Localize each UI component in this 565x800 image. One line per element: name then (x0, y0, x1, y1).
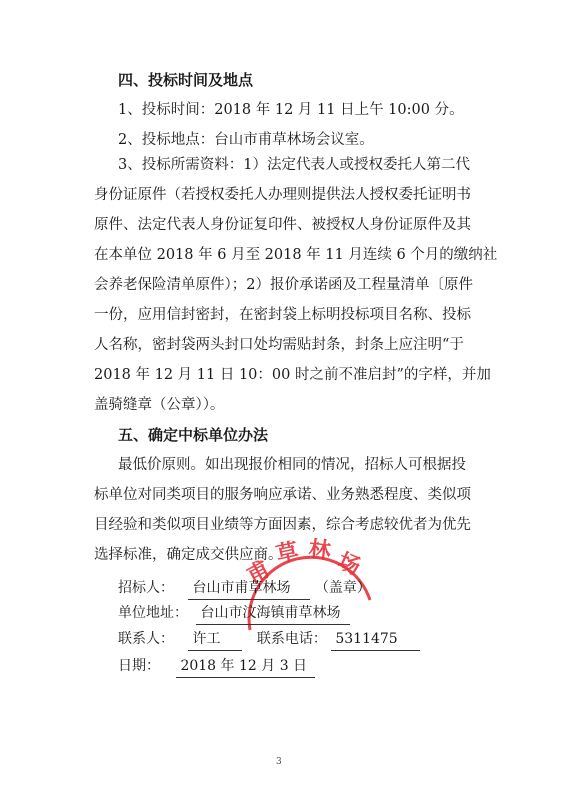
method-line: 标单位对同类项目的服务响应承诺、业务熟悉程度、类似项 (94, 487, 471, 503)
phone-label: 联系电话： (256, 631, 327, 647)
date-row (118, 656, 315, 678)
tenderer-suffix: （盖章） (314, 580, 371, 596)
materials-line: 人名称，密封袋两头封口处均需贴封条，封条上应注明“于 (94, 337, 464, 353)
materials-line: 原件、法定代表人身份证复印件、被授权人身份证原件及其 (94, 217, 471, 233)
materials-line: 在本单位 2018 年 6 月至 2018 年 11 月连续 6 个月的缴纳社 (94, 247, 498, 263)
materials-line: 3、投标所需资料：1）法定代表人或授权委托人第二代 (118, 157, 470, 173)
address-value: 台山市汶海镇甫草林场 (196, 603, 350, 625)
address-label: 单位地址： (118, 605, 188, 621)
seal-char: 场 (333, 548, 364, 581)
method-line: 目经验和类似项目业绩等方面因素，综合考虑较优者为优先 (94, 517, 471, 533)
materials-line: 身份证原件（若授权委托人办理则提供法人授权委托证明书 (94, 187, 471, 203)
materials-line: 2018 年 12 月 11 日 10：00 时之前不准启封”的字样，并加 (94, 367, 491, 383)
materials-line: 会养老保险清单原件）；2）报价承诺函及工程量清单〔原件 (94, 277, 473, 293)
tenderer-value: 台山市甫草林场 (188, 578, 310, 600)
seal-char: 草 (274, 538, 301, 568)
section-5-heading: 五、确定中标单位办法 (118, 426, 269, 444)
address-row (118, 603, 350, 625)
method-line: 最低价原则。如出现报价相同的情况，招标人可根据投 (118, 457, 466, 473)
seal-char: 林 (307, 537, 332, 565)
section-4-heading: 四、投标时间及地点 (118, 71, 254, 89)
seal-char: 甫 (243, 556, 275, 590)
phone-value: 5311475 (331, 629, 419, 651)
bid-place: 2、投标地点：台山市甫草林场会议室。 (118, 132, 374, 148)
materials-line: 一份，应用信封密封，在密封袋上标明投标项目名称、投标 (94, 307, 471, 323)
bid-time: 1、投标时间：2018 年 12 月 11 日上午 10:00 分。 (118, 102, 464, 118)
method-line: 选择标准，确定成交供应商。 (94, 547, 283, 563)
materials-line: 盖骑缝章（公章））。 (94, 397, 225, 413)
contact-row (118, 629, 420, 651)
date-label: 日期： (118, 658, 160, 674)
page-number: 3 (276, 757, 282, 767)
contact-label: 联系人： (118, 631, 174, 647)
tenderer-label: 招标人： (118, 580, 174, 596)
tenderer-row (118, 578, 371, 600)
contact-value: 许工 (188, 629, 242, 651)
date-value: 2018 年 12 月 3 日 (176, 656, 315, 678)
